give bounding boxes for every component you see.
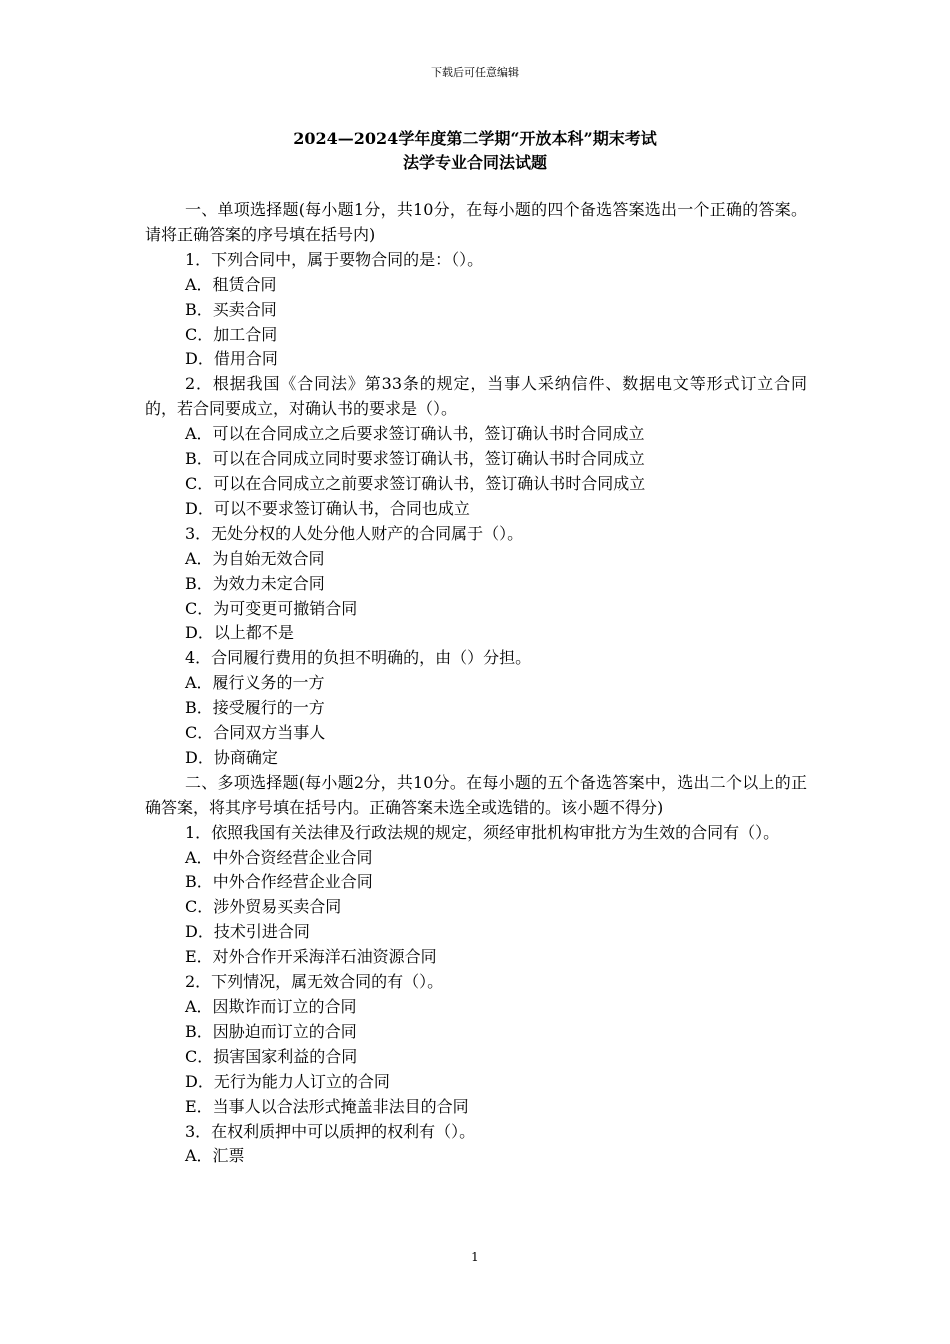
body-paragraph: C．合同双方当事人 bbox=[185, 723, 326, 743]
body-paragraph: 一、单项选择题(每小题1分，共10分，在每小题的四个备选答案选出一个正确的答案。请将正确答案的序号填在括号内) bbox=[145, 200, 807, 244]
body-paragraph: 二、多项选择题(每小题2分，共10分。在每小题的五个备选答案中，选出二个以上的正确答案，将其序号填在括号内。正确答案未选全或选错的。该小题不得分) bbox=[145, 772, 807, 817]
document-title bbox=[0, 127, 950, 175]
body-paragraph: E．当事人以合法形式掩盖非法目的合同 bbox=[185, 1096, 469, 1116]
body-paragraph: 1．依照我国有关法律及行政法规的规定，须经审批机构审批方为生效的合同有（）。 bbox=[185, 822, 780, 842]
body-paragraph: D．无行为能力人订立的合同 bbox=[185, 1071, 390, 1091]
body-paragraph: A．租赁合同 bbox=[185, 274, 277, 294]
body-paragraph: C．损害国家利益的合同 bbox=[185, 1046, 358, 1066]
body-paragraph: C．加工合同 bbox=[185, 324, 278, 344]
body-paragraph: C．涉外贸易买卖合同 bbox=[185, 897, 342, 917]
body-paragraph: D．以上都不是 bbox=[185, 623, 294, 643]
body-paragraph: D．协商确定 bbox=[185, 747, 278, 767]
body-paragraph: B．可以在合同成立同时要求签订确认书，签订确认书时合同成立 bbox=[185, 449, 645, 469]
body-paragraph: B．因胁迫而订立的合同 bbox=[185, 1021, 357, 1041]
body-paragraph: 2．下列情况，属无效合同的有（）。 bbox=[185, 972, 444, 992]
body-paragraph: C．可以在合同成立之前要求签订确认书，签订确认书时合同成立 bbox=[185, 473, 646, 493]
body-paragraph: C．为可变更可撤销合同 bbox=[185, 598, 358, 618]
body-paragraph: D．技术引进合同 bbox=[185, 922, 310, 942]
page-header-note: 下载后可任意编辑 bbox=[431, 66, 519, 79]
body-paragraph: A．汇票 bbox=[185, 1146, 245, 1166]
body-paragraph: D．可以不要求签订确认书，合同也成立 bbox=[185, 498, 470, 518]
body-paragraph: E．对外合作开采海洋石油资源合同 bbox=[185, 947, 437, 967]
document-body bbox=[145, 198, 807, 1169]
body-paragraph: A．履行义务的一方 bbox=[185, 673, 325, 693]
body-paragraph: 3．在权利质押中可以质押的权利有（）。 bbox=[185, 1121, 476, 1141]
body-paragraph: 2．根据我国《合同法》第33条的规定，当事人采纳信件、数据电文等形式订立合同的，若合同要成立，对确认书的要求是（）。 bbox=[145, 374, 807, 419]
body-paragraph: A．为自始无效合同 bbox=[185, 548, 325, 568]
page-number: 1 bbox=[471, 1250, 479, 1264]
body-paragraph: 3．无处分权的人处分他人财产的合同属于（）。 bbox=[185, 523, 524, 543]
body-paragraph: B．买卖合同 bbox=[185, 299, 277, 319]
body-paragraph: B．为效力未定合同 bbox=[185, 573, 325, 593]
body-paragraph: B．中外合作经营企业合同 bbox=[185, 872, 373, 892]
body-paragraph: 1．下列合同中，属于要物合同的是：（）。 bbox=[185, 249, 484, 269]
body-paragraph: 4．合同履行费用的负担不明确的，由（）分担。 bbox=[185, 648, 532, 668]
body-paragraph: B．接受履行的一方 bbox=[185, 698, 325, 718]
title-line-2: 法学专业合同法试题 bbox=[402, 153, 547, 172]
body-paragraph: A．中外合资经营企业合同 bbox=[185, 847, 373, 867]
body-paragraph: D．借用合同 bbox=[185, 349, 278, 369]
body-paragraph: A．可以在合同成立之后要求签订确认书，签订确认书时合同成立 bbox=[185, 424, 645, 444]
body-paragraph: A．因欺诈而订立的合同 bbox=[185, 997, 357, 1016]
title-line-1: 2024—2024学年度第二学期“开放本科”期末考试 bbox=[293, 129, 657, 148]
